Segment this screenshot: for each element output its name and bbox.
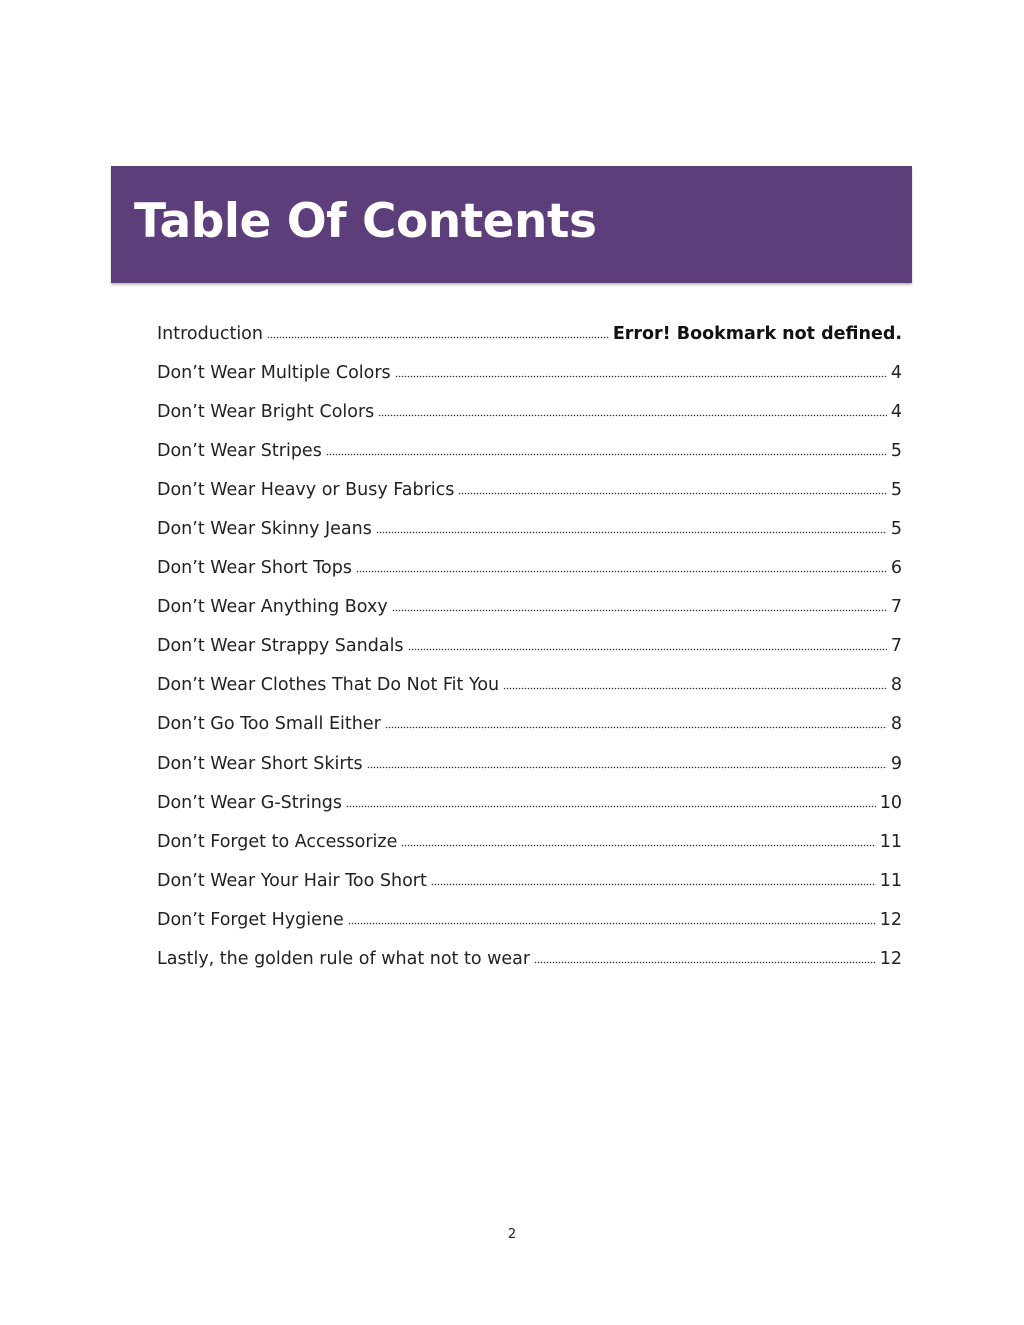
toc-entry[interactable] (157, 480, 902, 519)
toc-dot-leader (326, 452, 887, 456)
toc-entry-page[interactable]: 12 (879, 909, 902, 930)
table-of-contents (157, 324, 902, 988)
toc-entry[interactable] (157, 363, 902, 402)
toc-entry-title[interactable]: Don’t Forget Hygiene (157, 909, 344, 930)
toc-entry-title[interactable]: Don’t Go Too Small Either (157, 714, 381, 735)
toc-entry-title[interactable]: Don’t Wear Stripes (157, 441, 322, 462)
toc-entry-page[interactable]: 7 (890, 636, 902, 657)
title-banner (111, 166, 912, 283)
toc-entry[interactable] (157, 714, 902, 753)
toc-entry-page[interactable]: 4 (890, 363, 902, 384)
toc-dot-leader (376, 530, 887, 534)
toc-entry-page[interactable]: 12 (879, 948, 902, 969)
toc-entry-title[interactable]: Don’t Wear G-Strings (157, 792, 343, 813)
toc-dot-leader (534, 960, 876, 964)
toc-entry-title[interactable]: Don’t Wear Strappy Sandals (157, 636, 404, 657)
toc-entry-title[interactable]: Don’t Forget to Accessorize (157, 831, 398, 852)
toc-dot-leader (367, 765, 887, 769)
toc-dot-leader (431, 882, 876, 886)
toc-entry-title[interactable]: Don’t Wear Bright Colors (157, 402, 375, 423)
toc-entry-title[interactable]: Don’t Wear Your Hair Too Short (157, 870, 427, 891)
toc-entry-page[interactable]: 9 (890, 753, 902, 774)
toc-dot-leader (503, 686, 887, 690)
toc-entry-page[interactable]: 6 (890, 558, 902, 579)
toc-dot-leader (408, 647, 887, 651)
toc-entry-title[interactable]: Don’t Wear Clothes That Do Not Fit You (157, 675, 500, 696)
toc-entry[interactable] (157, 402, 902, 441)
toc-dot-leader (356, 569, 887, 573)
toc-entry-title[interactable]: Don’t Wear Skinny Jeans (157, 519, 372, 540)
toc-dot-leader (346, 804, 876, 808)
toc-entry[interactable] (157, 558, 902, 597)
toc-entry-title[interactable]: Introduction (157, 324, 263, 344)
toc-entry-title[interactable]: Don’t Wear Short Skirts (157, 753, 363, 774)
toc-entry-page[interactable]: 10 (879, 792, 902, 813)
toc-entry[interactable] (157, 949, 902, 988)
toc-entry-page[interactable]: 11 (879, 831, 902, 852)
toc-entry-page[interactable]: 5 (890, 480, 902, 501)
toc-entry[interactable] (157, 441, 902, 480)
toc-entry-page[interactable]: 5 (890, 441, 902, 462)
toc-entry[interactable] (157, 910, 902, 949)
toc-entry[interactable] (157, 871, 902, 910)
toc-entry-title[interactable]: Don’t Wear Heavy or Busy Fabrics (157, 480, 455, 501)
toc-dot-leader (401, 843, 875, 847)
toc-entry[interactable] (157, 324, 902, 363)
toc-entry[interactable] (157, 793, 902, 832)
toc-dot-leader (385, 725, 887, 729)
toc-entry[interactable] (157, 675, 902, 714)
toc-dot-leader (267, 335, 609, 339)
page-title: Table Of Contents (134, 194, 597, 249)
toc-entry-title[interactable]: Don’t Wear Anything Boxy (157, 597, 388, 618)
toc-dot-leader (395, 374, 887, 378)
toc-entry[interactable] (157, 519, 902, 558)
toc-entry-page[interactable]: 5 (890, 519, 902, 540)
toc-entry-page[interactable]: 8 (890, 714, 902, 735)
toc-dot-leader (378, 413, 887, 417)
toc-entry-page[interactable]: 8 (890, 675, 902, 696)
page-number: 2 (507, 1227, 517, 1242)
toc-dot-leader (392, 608, 887, 612)
toc-entry-error-text[interactable]: Error! Bookmark not defined. (612, 324, 902, 344)
toc-entry-title[interactable]: Don’t Wear Multiple Colors (157, 363, 391, 384)
toc-entry[interactable] (157, 832, 902, 871)
toc-entry[interactable] (157, 754, 902, 793)
toc-dot-leader (348, 921, 876, 925)
toc-entry-page[interactable]: 7 (890, 597, 902, 618)
toc-entry-page[interactable]: 11 (879, 870, 902, 891)
toc-entry[interactable] (157, 597, 902, 636)
toc-entry-title[interactable]: Don’t Wear Short Tops (157, 558, 352, 579)
toc-entry[interactable] (157, 636, 902, 675)
toc-entry-title[interactable]: Lastly, the golden rule of what not to wear (157, 948, 531, 969)
toc-dot-leader (458, 491, 886, 495)
toc-entry-page[interactable]: 4 (890, 402, 902, 423)
